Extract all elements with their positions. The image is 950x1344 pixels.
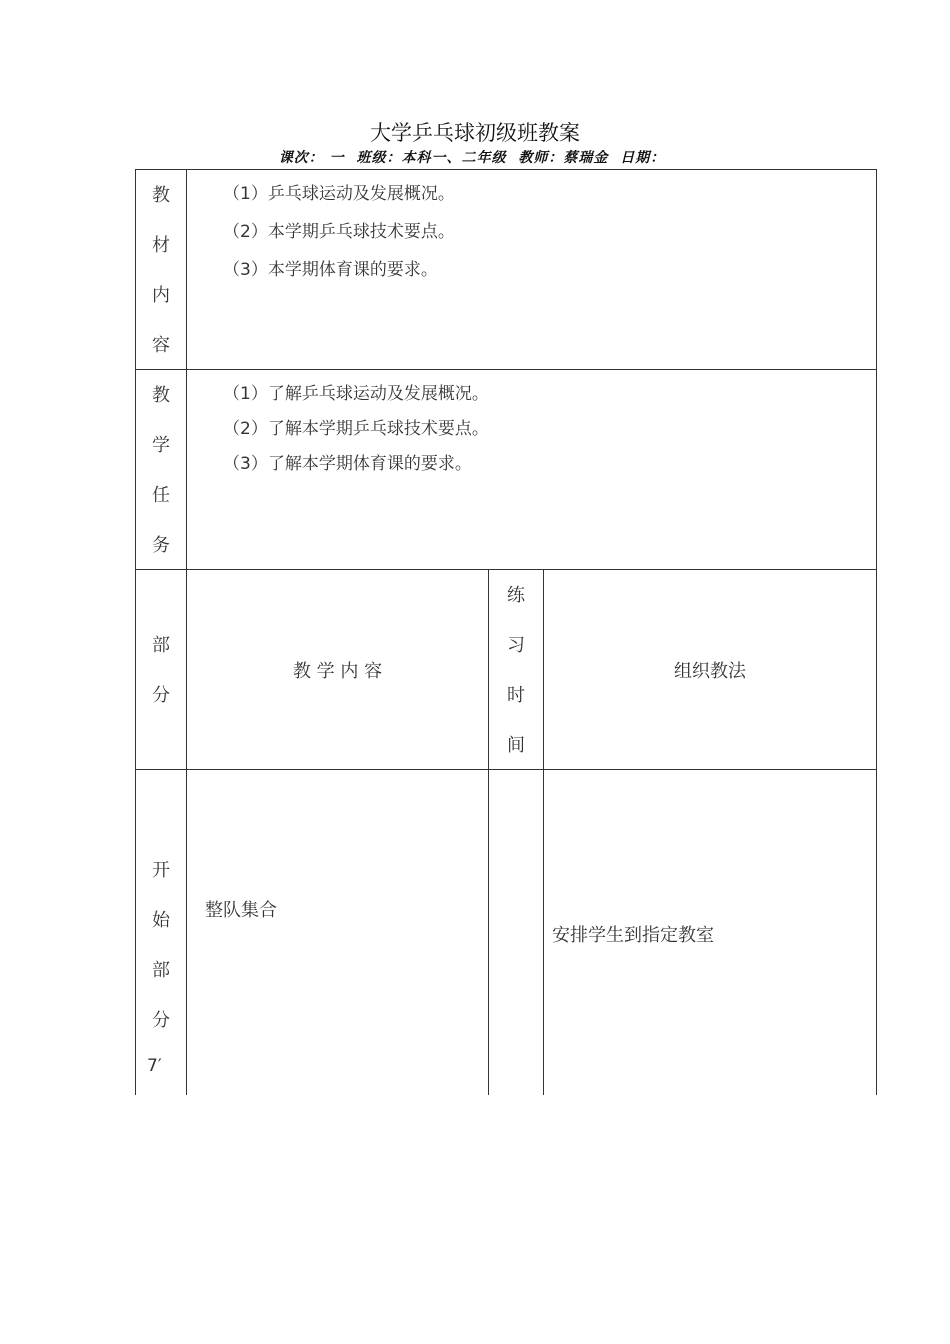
label-char: 内 — [152, 285, 170, 306]
header-part — [135, 621, 187, 721]
label-char: 材 — [152, 235, 170, 256]
lesson-number: 课次： 一 — [278, 150, 345, 166]
tasks-item: （1）了解乒乓球运动及发展概况。 — [223, 384, 489, 404]
column-divider — [543, 569, 544, 1095]
table-border-right — [876, 169, 877, 1095]
row-divider — [135, 569, 877, 570]
header-char: 部 — [152, 635, 170, 656]
start-content: 整队集合 — [205, 900, 277, 921]
start-part-label — [135, 846, 187, 1046]
header-method: 组织教法 — [674, 661, 746, 682]
row-divider — [135, 369, 877, 370]
tasks-item: （2）了解本学期乒乓球技术要点。 — [223, 419, 489, 439]
label-char: 部 — [152, 960, 170, 981]
materials-item: （1）乒乓球运动及发展概况。 — [223, 184, 455, 204]
label-char: 始 — [152, 910, 170, 931]
teacher-info: 教师：蔡瑞金 — [518, 150, 609, 166]
label-char: 任 — [152, 485, 170, 506]
header-char: 练 — [507, 585, 525, 606]
header-char: 习 — [507, 635, 525, 656]
lesson-plan-table — [135, 169, 877, 1095]
tasks-label — [135, 371, 187, 571]
materials-content — [223, 179, 455, 293]
document-subtitle — [0, 147, 950, 167]
class-info: 班级：本科一、二年级 — [356, 150, 507, 166]
label-char: 务 — [152, 535, 170, 556]
date-info: 日期： — [620, 150, 666, 166]
tasks-content — [223, 379, 489, 484]
materials-item: （2）本学期乒乓球技术要点。 — [223, 222, 455, 242]
header-char: 间 — [507, 735, 525, 756]
header-char: 分 — [152, 685, 170, 706]
header-time — [489, 571, 543, 771]
header-content: 教 学 内 容 — [292, 661, 383, 682]
label-char: 学 — [152, 435, 170, 456]
tasks-item: （3）了解本学期体育课的要求。 — [223, 454, 472, 474]
label-char: 教 — [152, 185, 170, 206]
header-char: 时 — [507, 685, 525, 706]
label-char: 分 — [152, 1010, 170, 1031]
start-duration: 7′ — [147, 1056, 162, 1076]
materials-label — [135, 171, 187, 371]
label-char: 教 — [152, 385, 170, 406]
table-border-top — [135, 169, 877, 170]
label-char: 容 — [152, 335, 170, 356]
materials-item: （3）本学期体育课的要求。 — [223, 260, 438, 280]
label-char: 开 — [152, 860, 170, 881]
document-title: 大学乒乓球初级班教案 — [370, 121, 580, 145]
start-method: 安排学生到指定教室 — [552, 925, 714, 946]
